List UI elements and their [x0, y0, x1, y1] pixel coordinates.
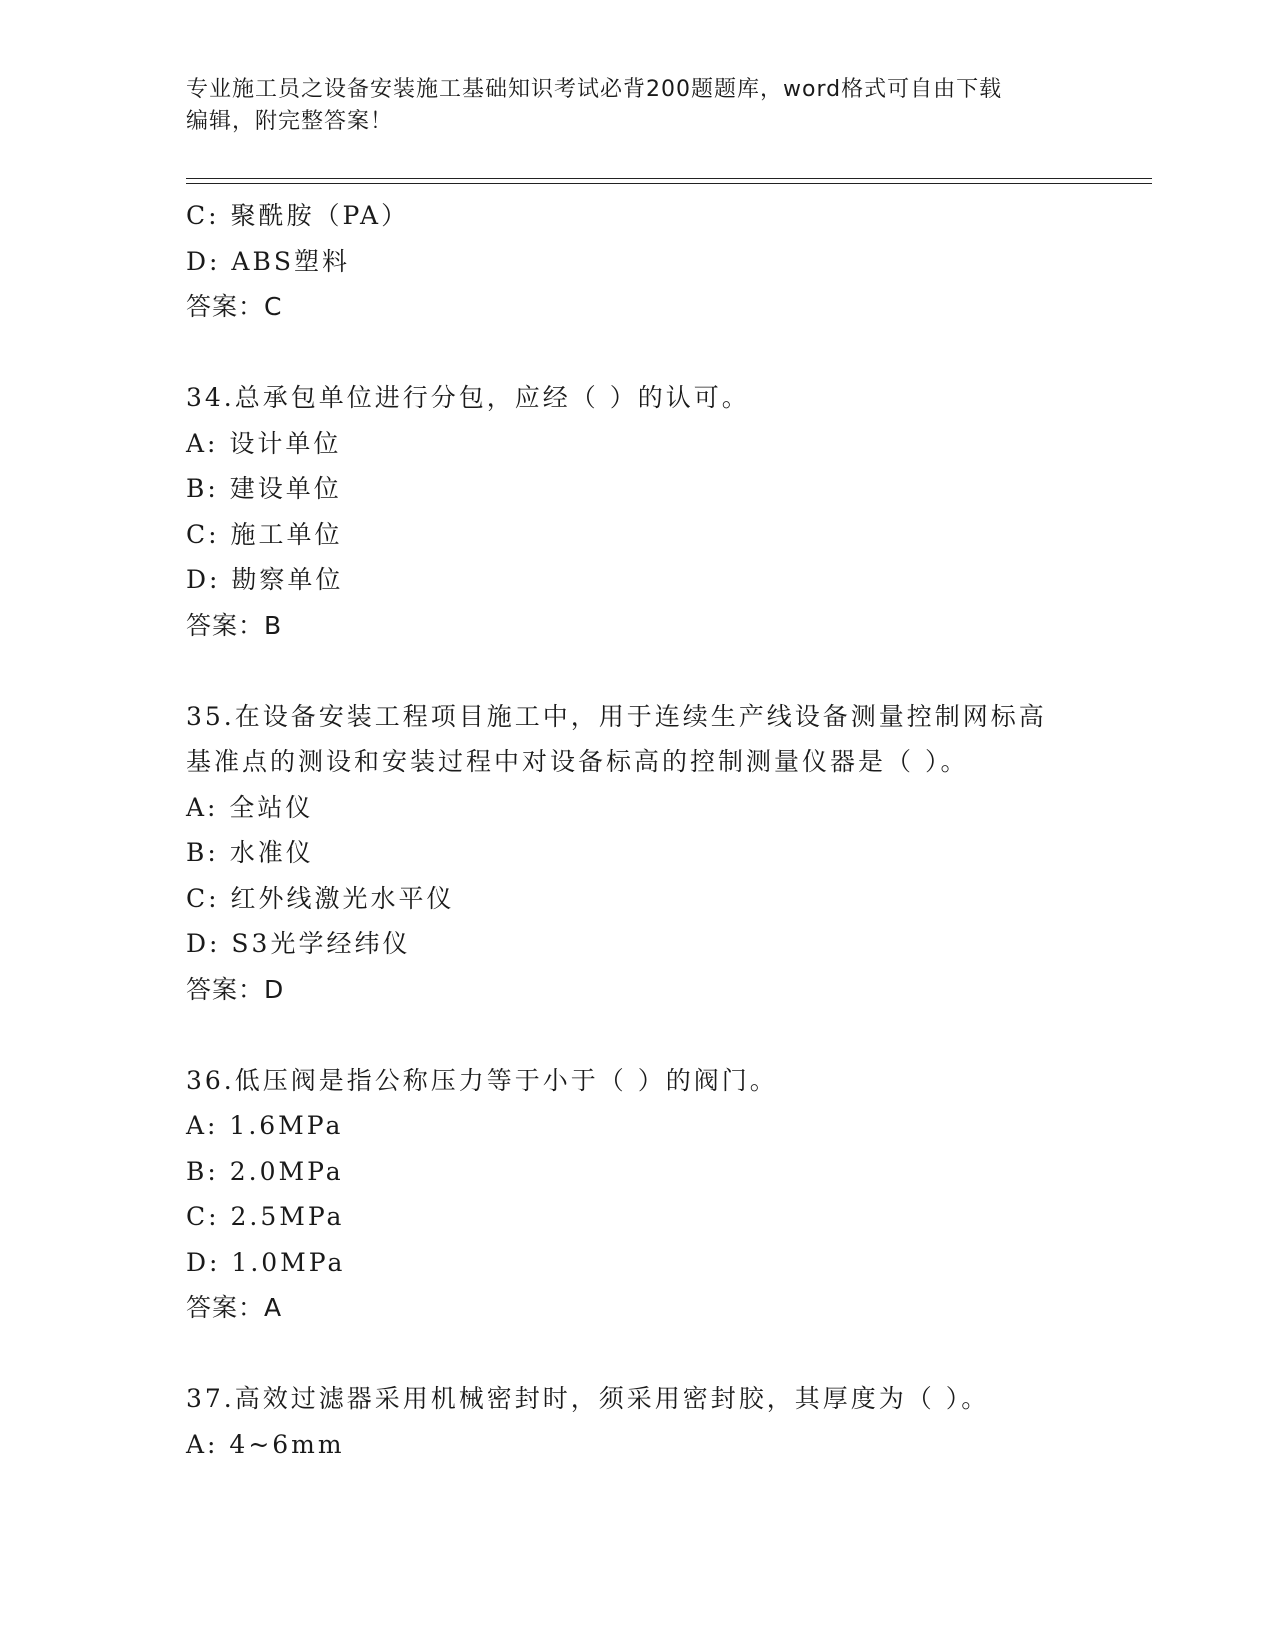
option-a: A: 1.6MPa — [186, 1111, 344, 1140]
option-d: D: ABS塑料 — [186, 246, 350, 276]
spacer — [186, 1012, 1086, 1058]
option-d: D: 勘察单位 — [186, 565, 344, 594]
question-35 — [186, 694, 1086, 1013]
option-c: C: 红外线激光水平仪 — [186, 883, 455, 913]
option-d: D: S3光学经纬仪 — [186, 929, 411, 958]
option-b: B: 建设单位 — [186, 474, 342, 503]
option-a: A: 4~6mm — [186, 1429, 345, 1459]
question-text: 36.低压阀是指公称压力等于小于（ ）的阀门。 — [186, 1065, 778, 1095]
option-c: C: 2.5MPa — [186, 1202, 345, 1231]
answer-line: 答案：C — [186, 292, 283, 321]
spacer — [186, 1331, 1086, 1377]
option-b: B: 2.0MPa — [186, 1156, 344, 1186]
question-text: 37.高效过滤器采用机械密封时，须采用密封胶，其厚度为（ ）。 — [186, 1384, 990, 1413]
option-c: C: 聚酰胺（PA） — [186, 201, 410, 230]
question-text: 35.在设备安装工程项目施工中，用于连续生产线设备测量控制网标高 — [186, 701, 1047, 731]
spacer — [186, 648, 1086, 694]
question-content — [186, 193, 1086, 1467]
header-line-2: 编辑，附完整答案！ — [186, 109, 394, 134]
spacer — [186, 330, 1086, 376]
question-36 — [186, 1058, 1086, 1331]
question-37 — [186, 1376, 1086, 1467]
header-divider-bottom — [186, 183, 1152, 184]
option-b: B: 水准仪 — [186, 838, 314, 867]
question-33-continuation — [186, 193, 1086, 330]
answer-line: 答案：A — [186, 1293, 283, 1322]
option-a: A: 全站仪 — [186, 792, 314, 822]
document-header — [186, 74, 1066, 138]
question-text: 34.总承包单位进行分包，应经（ ）的认可。 — [186, 383, 750, 412]
answer-line: 答案：B — [186, 610, 283, 640]
header-line-1: 专业施工员之设备安装施工基础知识考试必背200题题库，word格式可自由下载 — [186, 77, 1003, 102]
answer-line: 答案：D — [186, 974, 285, 1004]
header-divider-top — [186, 178, 1152, 179]
option-d: D: 1.0MPa — [186, 1247, 346, 1277]
question-text-continued: 基准点的测设和安装过程中对设备标高的控制测量仪器是（ ）。 — [186, 747, 969, 776]
option-c: C: 施工单位 — [186, 519, 343, 549]
option-a: A: 设计单位 — [186, 428, 342, 458]
question-34 — [186, 375, 1086, 648]
